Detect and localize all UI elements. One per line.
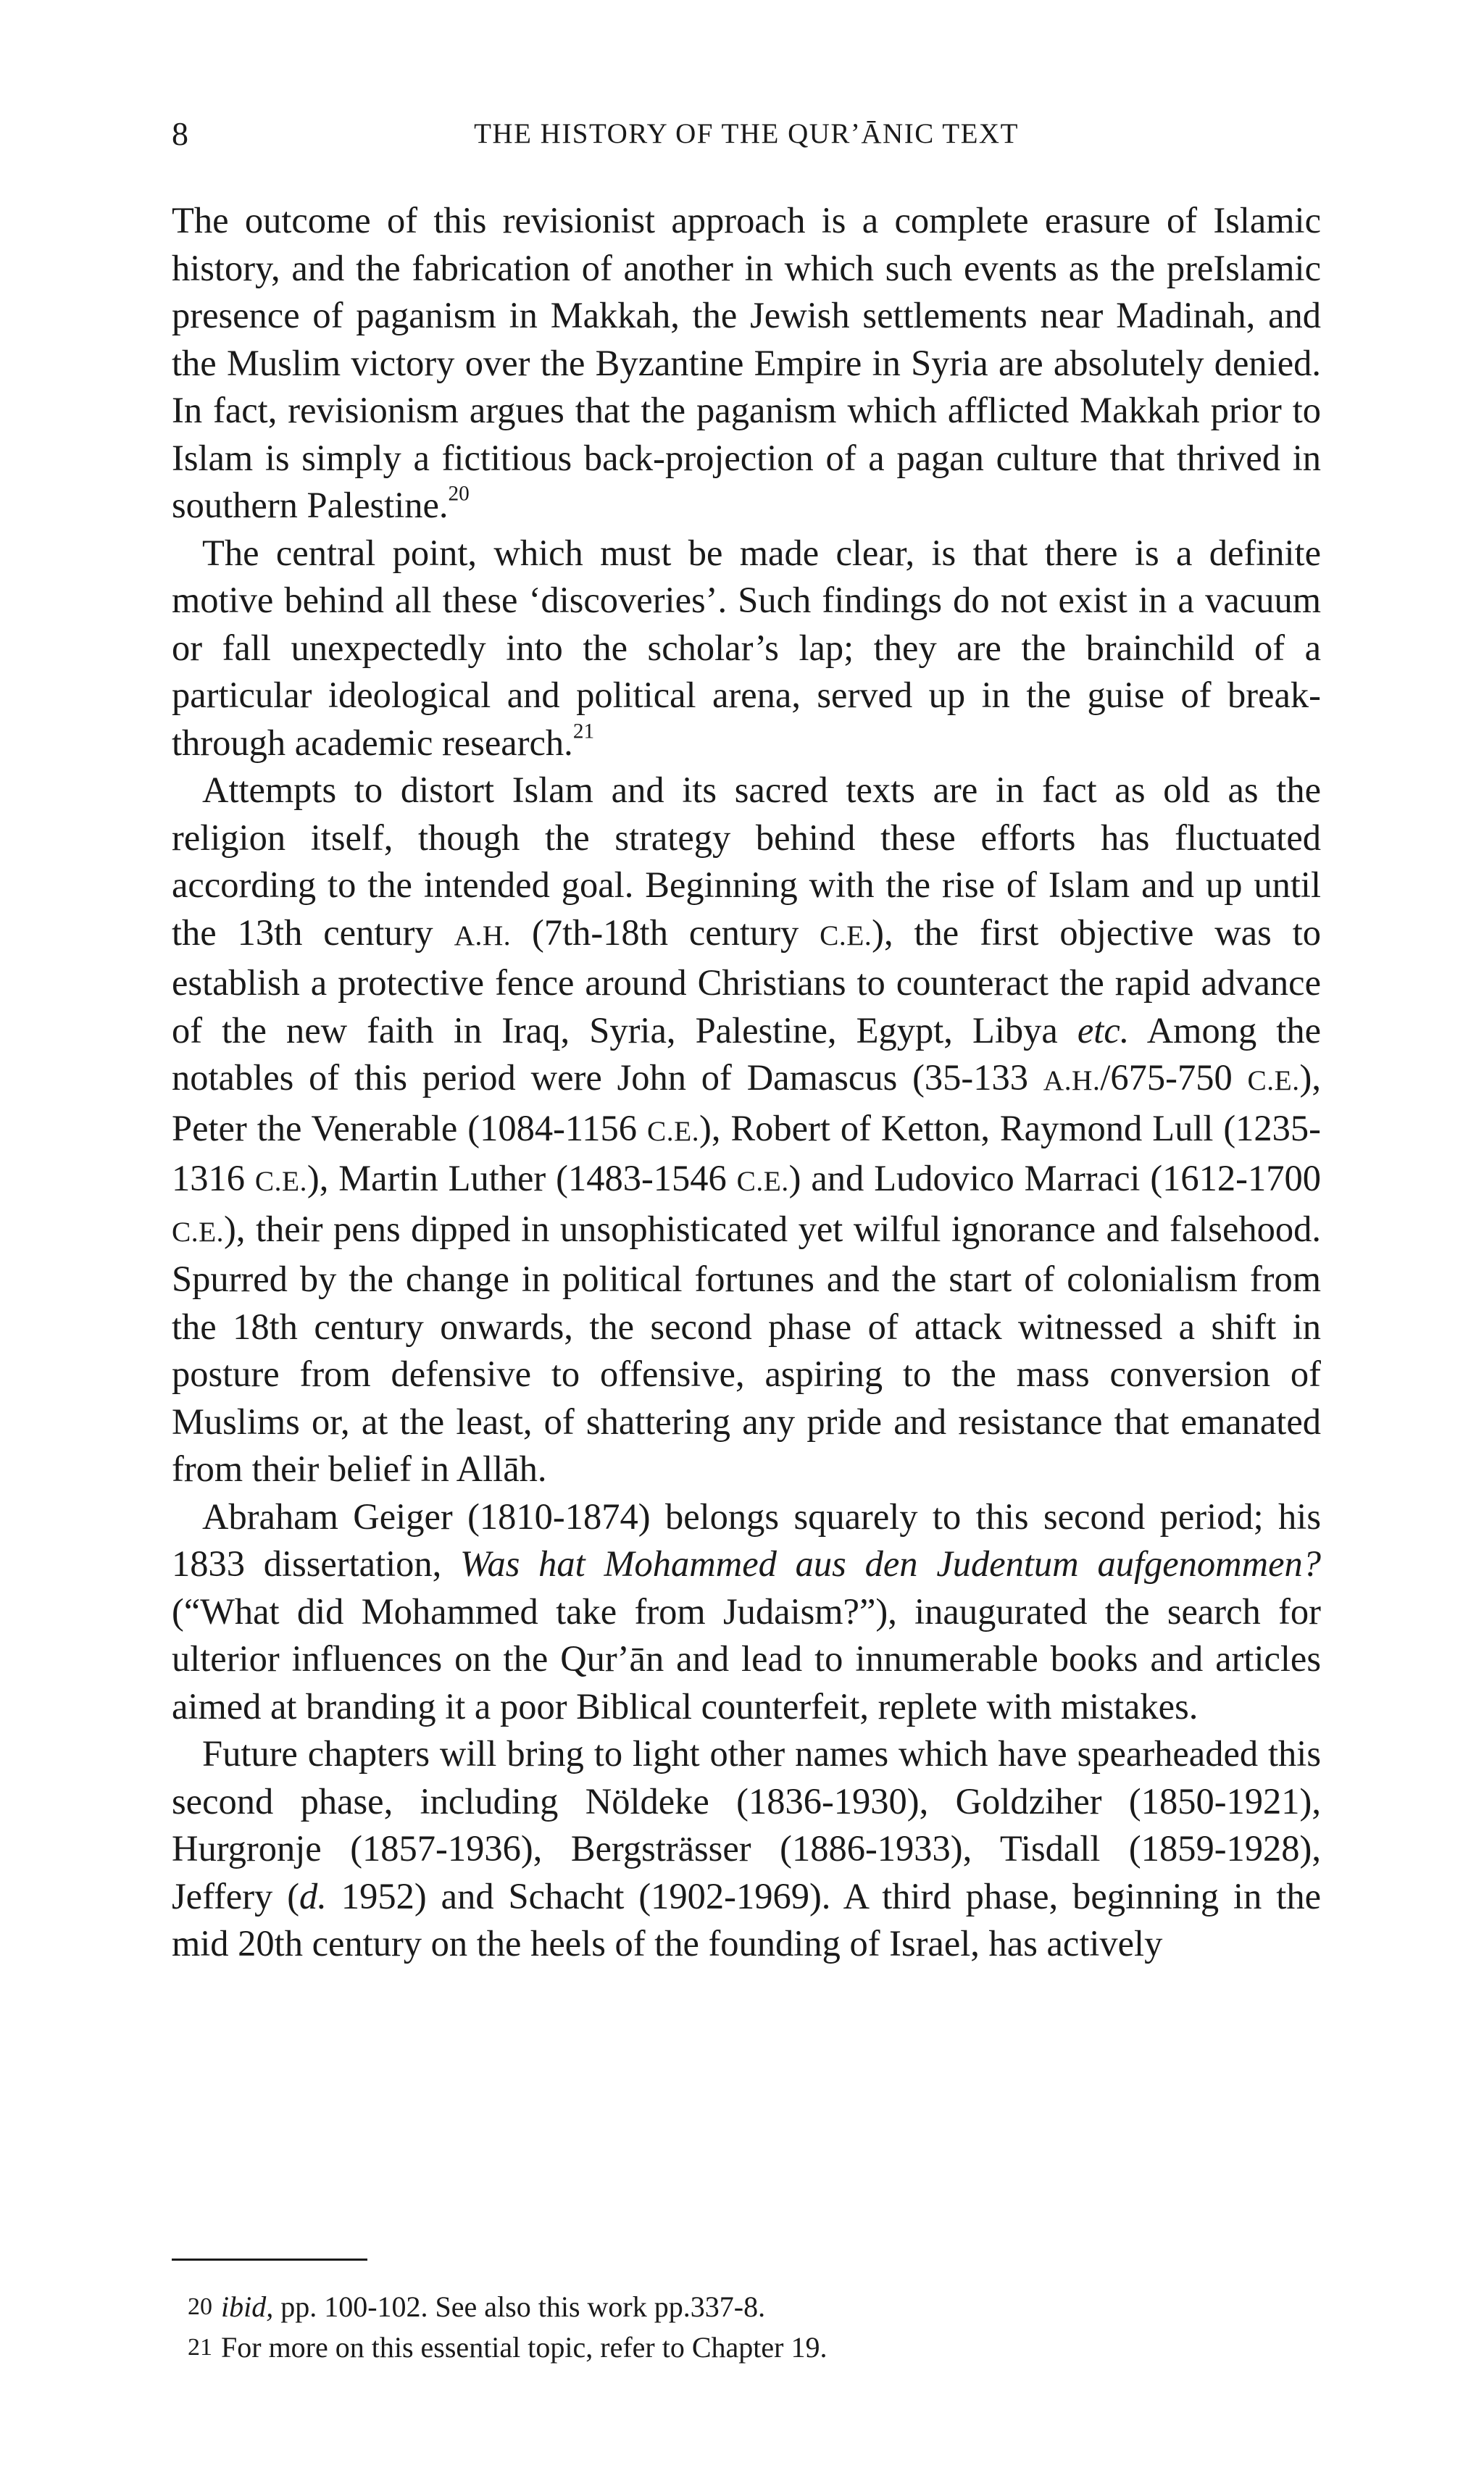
died-abbrev: d. bbox=[299, 1875, 327, 1917]
era-abbrev: C.E. bbox=[736, 1165, 789, 1197]
era-abbrev: A.H. bbox=[1043, 1064, 1101, 1096]
era-abbrev: C.E. bbox=[172, 1215, 225, 1248]
footnote-ref-21[interactable]: 21 bbox=[572, 720, 595, 743]
footnote-rule bbox=[172, 2259, 367, 2261]
footnote-number: 20 bbox=[188, 2293, 212, 2320]
footnote-ref-20[interactable]: 20 bbox=[448, 482, 470, 506]
era-abbrev: C.E. bbox=[647, 1114, 700, 1147]
footnotes bbox=[172, 2287, 1321, 2368]
running-header bbox=[172, 109, 1321, 159]
era-abbrev: A.H. bbox=[454, 919, 512, 951]
footnote-21: 21 For more on this essential topic, refer to Chapter 19. bbox=[172, 2327, 1321, 2368]
paragraph-4: Abraham Geiger (1810-1874) belongs squarely to this second period; his 1833 dissertation, Was hat Mohammed aus den Judentum aufgenommen? (“What did Mohammed take from Judaism?”), inaugurated the search for ulterior influences on the Qurʼān and lead to innumerable books and articles aimed at branding it a poor Biblical counterfeit, replete with mistakes. bbox=[172, 1496, 1321, 1727]
paragraph-3: Attempts to distort Islam and its sacred texts are in fact as old as the religion itself, though the strategy behind these efforts has fluctuated according to the intended goal. Beginning with the rise of Islam and up until the 13th century A.H. (7th-18th century C.E.), the first objective was to establish a protective fence around Christians to counteract the rapid advance of the new faith in Iraq, Syria, Palestine, Egypt, Libya etc. Among the notables of this period were John of Damascus (35-133 A.H./675-750 C.E.), Peter the Venerable (1084-1156 C.E.), Robert of Ketton, Raymond Lull (1235-1316 C.E.), Martin Luther (1483-1546 C.E.) and Ludovico Marraci (1612-1700 C.E.), their pens dipped in unsophisticated yet wilful ignorance and falsehood. Spurred by the change in political fortunes and the start of colonialism from the 18th century onwards, the second phase of attack witnessed a shift in posture from defensive to offensive, aspiring to the mass conversion of Muslims or, at the least, of shattering any pride and resistance that emanated from their belief in Allāh. bbox=[172, 770, 1321, 1489]
era-abbrev: C.E. bbox=[1247, 1064, 1300, 1096]
footnote-20: 20 ibid, pp. 100-102. See also this work pp.337-8. bbox=[172, 2287, 1321, 2327]
paragraph-2: The central point, which must be made clear, is that there is a definite motive behind all these ‘discoveries’. Such findings do not exist in a vacuum or fall unexpectedly into the scholar’s lap; they are the brainchild of a particular ideological and political arena, served up in the guise of breakthrough academic research.$^{21}$ bbox=[172, 532, 1321, 763]
page-number: 8 bbox=[172, 115, 188, 152]
etc-abbrev: etc. bbox=[1077, 1009, 1130, 1051]
era-abbrev: C.E. bbox=[820, 919, 872, 951]
paragraph-1: The outcome of this revisionist approach is a complete erasure of Islamic history, and the fabrication of another in which such events as the preIslamic presence of paganism in Makkah, the Jewish settlements near Madinah, and the Muslim victory over the Byzantine Empire in Syria are absolutely denied. In fact, revisionism argues that the paganism which afflicted Makkah prior to Islam is simply a fictitious back-projection of a pagan culture that thrived in southern Palestine.$^{20}$ bbox=[172, 200, 1321, 525]
dissertation-title: Was hat Mohammed aus den Judentum aufgenommen? bbox=[460, 1543, 1321, 1584]
paragraph-5: Future chapters will bring to light other names which have spearheaded this second phase, including Nöldeke (1836-1930), Goldziher (1850-1921), Hurgronje (1857-1936), Bergsträsser (1886-1933), Tisdall (1859-1928), Jeffery (d. 1952) and Schacht (1902-1969). A third phase, beginning in the mid 20th century on the heels of the founding of Israel, has actively bbox=[172, 1733, 1321, 1964]
running-title: THE HISTORY OF THE QURʼĀNIC TEXT bbox=[474, 118, 1019, 149]
era-abbrev: C.E. bbox=[254, 1165, 307, 1197]
footnote-number: 21 bbox=[188, 2334, 212, 2361]
body-text bbox=[172, 197, 1321, 1968]
